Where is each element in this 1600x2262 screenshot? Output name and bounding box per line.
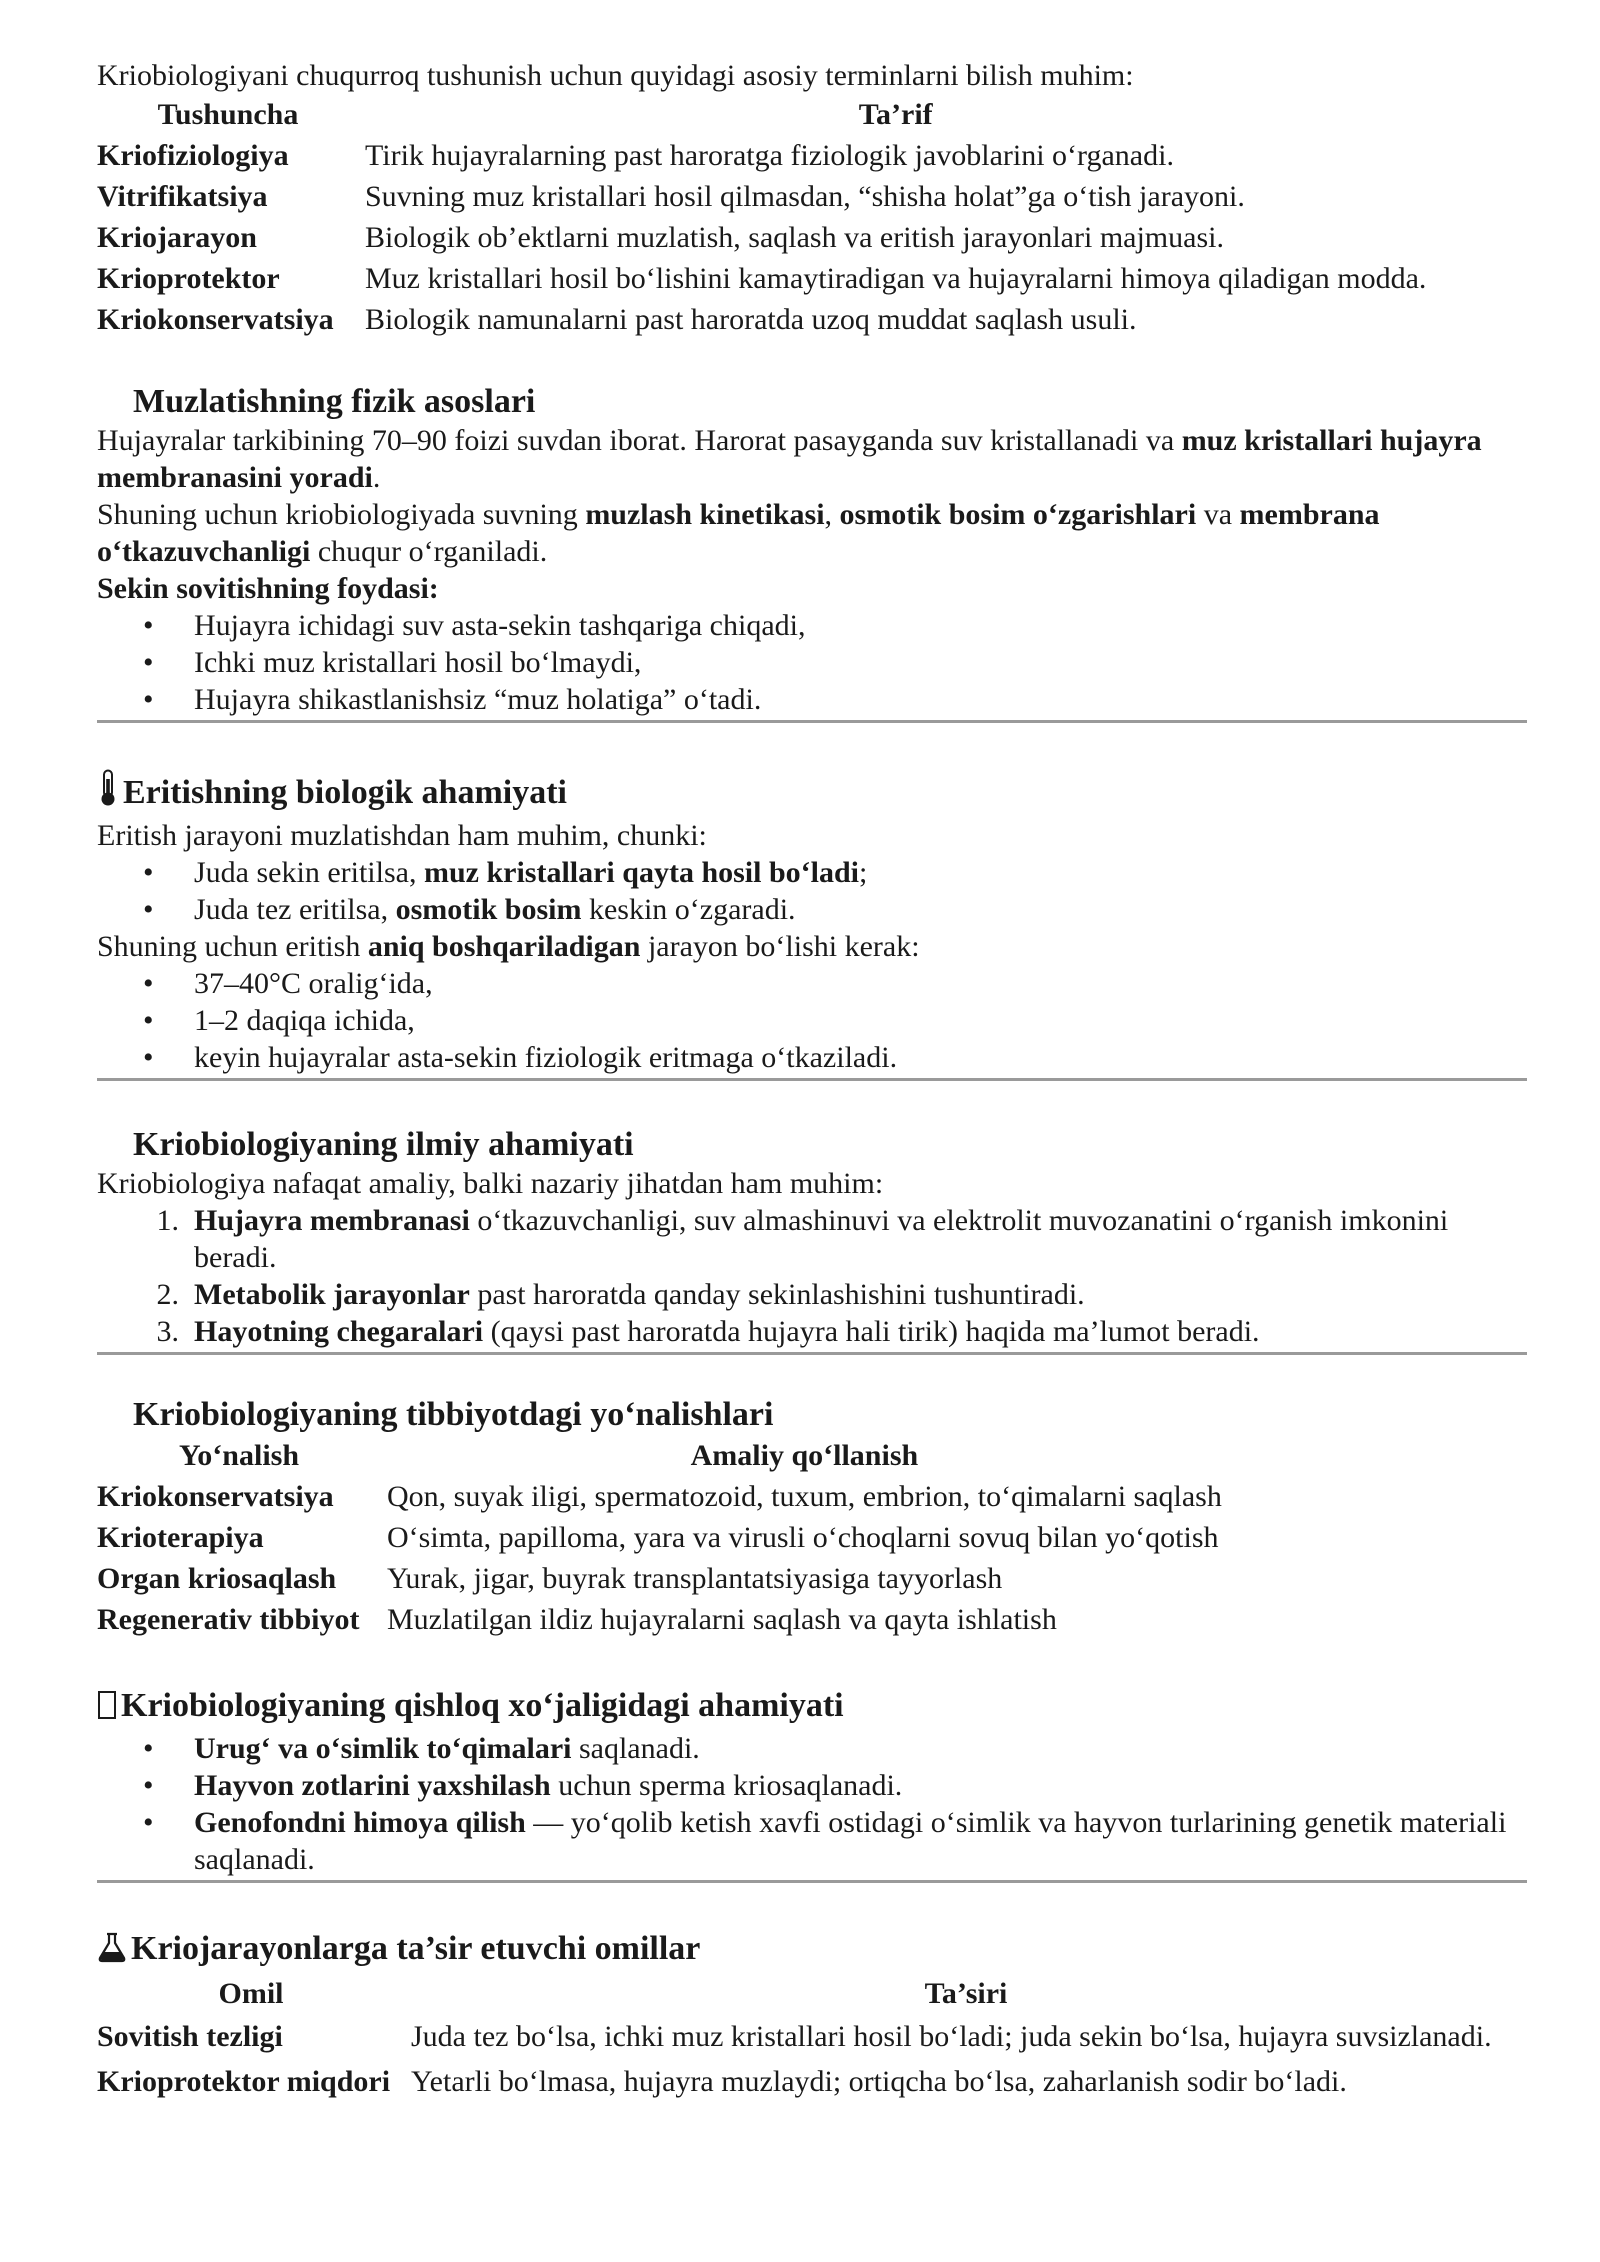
- table-header: Omil: [218, 1977, 284, 2010]
- list-item: • Hujayra shikastlanishsiz “muz holatiga” oʻtadi.: [97, 681, 1527, 718]
- table-row: [97, 135, 1432, 176]
- text-run: uchun sperma kriosaqlanadi.: [550, 1769, 903, 1802]
- table-row: [97, 258, 1432, 299]
- term-cell: Krioprotektor miqdori: [97, 2065, 391, 2098]
- paragraph: [97, 496, 1527, 570]
- section-thawing: [97, 769, 1527, 1081]
- text-run: .: [372, 461, 381, 494]
- text-run: past haroratda qanday sekinlashishini tushuntiradi.: [469, 1278, 1085, 1311]
- table-header: Amaliy qoʻllanish: [690, 1439, 919, 1472]
- paragraph: Kriobiologiya nafaqat amaliy, balki nazariy jihatdan ham muhim:: [97, 1167, 884, 1200]
- table-row: [97, 1476, 1228, 1517]
- bold-text: Hujayra membranasi: [194, 1204, 470, 1237]
- flask-icon: [97, 1931, 127, 1973]
- section-heading: Muzlatishning fizik asoslari: [133, 383, 536, 420]
- list-number: 1.: [156, 1204, 179, 1237]
- list-item: [97, 1202, 1527, 1276]
- definition-cell: Biologik ob’ektlarni muzlatish, saqlash va eritish jarayonlari majmuasi.: [365, 221, 1224, 254]
- term-cell: Kriokonservatsiya: [97, 1480, 334, 1513]
- term-cell: Krioterapiya: [97, 1521, 264, 1554]
- list-item: • 1–2 daqiqa ichida,: [97, 1002, 1527, 1039]
- section-title: Kriojarayonlarga ta’sir etuvchi omillar: [131, 1930, 701, 1967]
- term-cell: Sovitish tezligi: [97, 2020, 283, 2053]
- text-run: Shuning uchun kriobiologiyada suvning: [97, 498, 586, 531]
- table-row: [97, 1558, 1228, 1599]
- factors-table: [97, 1973, 1527, 2100]
- bold-text: muz kristallari qayta hosil boʻladi: [423, 856, 859, 889]
- text-run: oʻtkazuvchanligi, suv almashinuvi va elektrolit muvozanatini oʻrganish imkonini beradi.: [194, 1204, 1449, 1274]
- subheading: [97, 570, 1527, 607]
- section-divider: [97, 720, 1527, 723]
- definition-cell: Biologik namunalarni past haroratda uzoq muddat saqlash usuli.: [365, 303, 1137, 336]
- list-item: [97, 854, 1527, 891]
- definition-cell: Yurak, jigar, buyrak transplantatsiyasiga tayyorlash: [387, 1562, 1003, 1595]
- bold-text: muzlash kinetikasi: [585, 498, 825, 531]
- list-item: • keyin hujayralar asta-sekin fiziologik eritmaga oʻtkaziladi.: [97, 1039, 1527, 1076]
- table-header: Tushuncha: [157, 98, 299, 131]
- term-cell: Kriofiziologiya: [97, 139, 289, 172]
- text-run: — yoʻqolib ketish xavfi ostidagi oʻsimlik va hayvon turlarining genetik materiali saqlanadi.: [194, 1806, 1507, 1876]
- term-cell: Krioprotektor: [97, 262, 280, 295]
- bullet-list: [97, 965, 1527, 1076]
- bold-text: Sekin sovitishning foydasi:: [97, 572, 439, 605]
- numbered-list: [97, 1202, 1527, 1350]
- document-page: [97, 58, 1527, 2100]
- list-item: • Hujayra ichidagi suv asta-sekin tashqariga chiqadi,: [97, 607, 1527, 644]
- bold-text: Urugʻ va oʻsimlik toʻqimalari: [194, 1732, 572, 1765]
- text-run: ;: [859, 856, 868, 889]
- table-row: [97, 217, 1432, 258]
- section-heading: [97, 1686, 1527, 1730]
- table-row: [97, 2059, 1527, 2100]
- list-item: [97, 1730, 1527, 1767]
- text-run: ,: [824, 498, 840, 531]
- section-heading: Kriobiologiyaning tibbiyotdagi yoʻnalishlari: [133, 1396, 774, 1433]
- text-run: chuqur oʻrganiladi.: [310, 535, 548, 568]
- bold-text: membrana oʻtkazuvchanligi: [97, 498, 1380, 568]
- bold-text: muz kristallari hujayra membranasini yoradi: [97, 424, 1482, 494]
- list-item: [97, 1767, 1527, 1804]
- definition-cell: Muz kristallari hosil boʻlishini kamaytiradigan va hujayralarni himoya qiladigan modda.: [365, 262, 1427, 295]
- text-run: va: [1196, 498, 1240, 531]
- text-run: Hujayralar tarkibining 70–90 foizi suvdan iborat. Harorat pasayganda suv kristallanadi va: [97, 424, 1182, 457]
- text-run: saqlanadi.: [571, 1732, 700, 1765]
- table-header-row: [97, 94, 1432, 135]
- list-item: [97, 1804, 1527, 1878]
- text-run: Juda sekin eritilsa,: [194, 856, 424, 889]
- definition-cell: Yetarli boʻlmasa, hujayra muzlaydi; ortiqcha boʻlsa, zaharlanish sodir boʻladi.: [411, 2065, 1347, 2098]
- medicine-table: [97, 1435, 1228, 1640]
- bold-text: osmotik bosim oʻzgarishlari: [839, 498, 1197, 531]
- text-run: Juda tez eritilsa,: [194, 893, 396, 926]
- text-run: (qaysi past haroratda hujayra hali tirik) haqida ma’lumot beradi.: [483, 1315, 1260, 1348]
- section-divider: [97, 1352, 1527, 1355]
- section-freezing-physics: [97, 382, 1527, 723]
- text-run: Shuning uchun eritish: [97, 930, 368, 963]
- intro-paragraph: Kriobiologiyani chuqurroq tushunish uchun quyidagi asosiy terminlarni bilish muhim:: [97, 59, 1134, 92]
- missing-glyph-icon: [97, 1690, 117, 1730]
- bullet-list: [97, 854, 1527, 928]
- table-header-row: [97, 1973, 1527, 2014]
- paragraph: Eritish jarayoni muzlatishdan ham muhim, chunki:: [97, 819, 707, 852]
- definition-cell: Oʻsimta, papilloma, yara va virusli oʻchoqlarni sovuq bilan yoʻqotish: [387, 1521, 1219, 1554]
- term-cell: Kriokonservatsiya: [97, 303, 334, 336]
- term-cell: Organ kriosaqlash: [97, 1562, 337, 1595]
- section-heading: [97, 1929, 1527, 1973]
- table-row: [97, 1517, 1228, 1558]
- table-header-row: [97, 1435, 1228, 1476]
- table-row: [97, 299, 1432, 340]
- thermometer-icon: [97, 769, 119, 817]
- paragraph: [97, 422, 1527, 496]
- list-number: 2.: [156, 1278, 179, 1311]
- table-row: [97, 176, 1432, 217]
- section-factors: [97, 1929, 1527, 2100]
- bold-text: Hayotning chegaralari: [194, 1315, 484, 1348]
- bold-text: aniq boshqariladigan: [367, 930, 641, 963]
- section-title: Kriobiologiyaning qishloq xoʻjaligidagi ahamiyati: [121, 1687, 844, 1724]
- definition-cell: Muzlatilgan ildiz hujayralarni saqlash va qayta ishlatish: [387, 1603, 1057, 1636]
- term-cell: Regenerativ tibbiyot: [97, 1603, 360, 1636]
- section-agriculture: [97, 1686, 1527, 1883]
- bold-text: osmotik bosim: [395, 893, 582, 926]
- table-header: Yoʻnalish: [178, 1439, 300, 1472]
- paragraph: [97, 928, 1527, 965]
- bold-text: Metabolik jarayonlar: [194, 1278, 470, 1311]
- list-item: • 37–40°C oraligʻida,: [97, 965, 1527, 1002]
- section-heading: Kriobiologiyaning ilmiy ahamiyati: [133, 1126, 634, 1163]
- definition-cell: Suvning muz kristallari hosil qilmasdan, “shisha holat”ga oʻtish jarayoni.: [365, 180, 1245, 213]
- section-divider: [97, 1078, 1527, 1081]
- section-divider: [97, 1880, 1527, 1883]
- text-run: jarayon boʻlishi kerak:: [640, 930, 920, 963]
- list-item: • Ichki muz kristallari hosil boʻlmaydi,: [97, 644, 1527, 681]
- list-number: 3.: [156, 1315, 179, 1348]
- bold-text: Hayvon zotlarini yaxshilash: [194, 1769, 551, 1802]
- section-title: Eritishning biologik ahamiyati: [123, 774, 567, 811]
- bold-text: Genofondni himoya qilish: [194, 1806, 526, 1839]
- definition-cell: Qon, suyak iligi, spermatozoid, tuxum, embrion, toʻqimalarni saqlash: [387, 1480, 1222, 1513]
- table-header: Ta’rif: [858, 98, 933, 131]
- list-item: [97, 1276, 1527, 1313]
- terms-table: [97, 94, 1432, 340]
- bullet-list: [97, 1730, 1527, 1878]
- term-cell: Vitrifikatsiya: [97, 180, 268, 213]
- list-item: [97, 1313, 1527, 1350]
- term-cell: Kriojarayon: [97, 221, 257, 254]
- section-heading: [97, 769, 1527, 817]
- definition-cell: Juda tez boʻlsa, ichki muz kristallari hosil boʻladi; juda sekin boʻlsa, hujayra suvsizlanadi.: [411, 2020, 1492, 2053]
- section-medicine: [97, 1395, 1527, 1640]
- bullet-list: [97, 607, 1527, 718]
- definition-cell: Tirik hujayralarning past haroratga fiziologik javoblarini oʻrganadi.: [365, 139, 1174, 172]
- table-row: [97, 1599, 1228, 1640]
- text-run: keskin oʻzgaradi.: [581, 893, 796, 926]
- section-scientific-importance: [97, 1125, 1527, 1355]
- table-header: Ta’siri: [924, 1977, 1008, 2010]
- list-item: [97, 891, 1527, 928]
- table-row: [97, 2014, 1527, 2059]
